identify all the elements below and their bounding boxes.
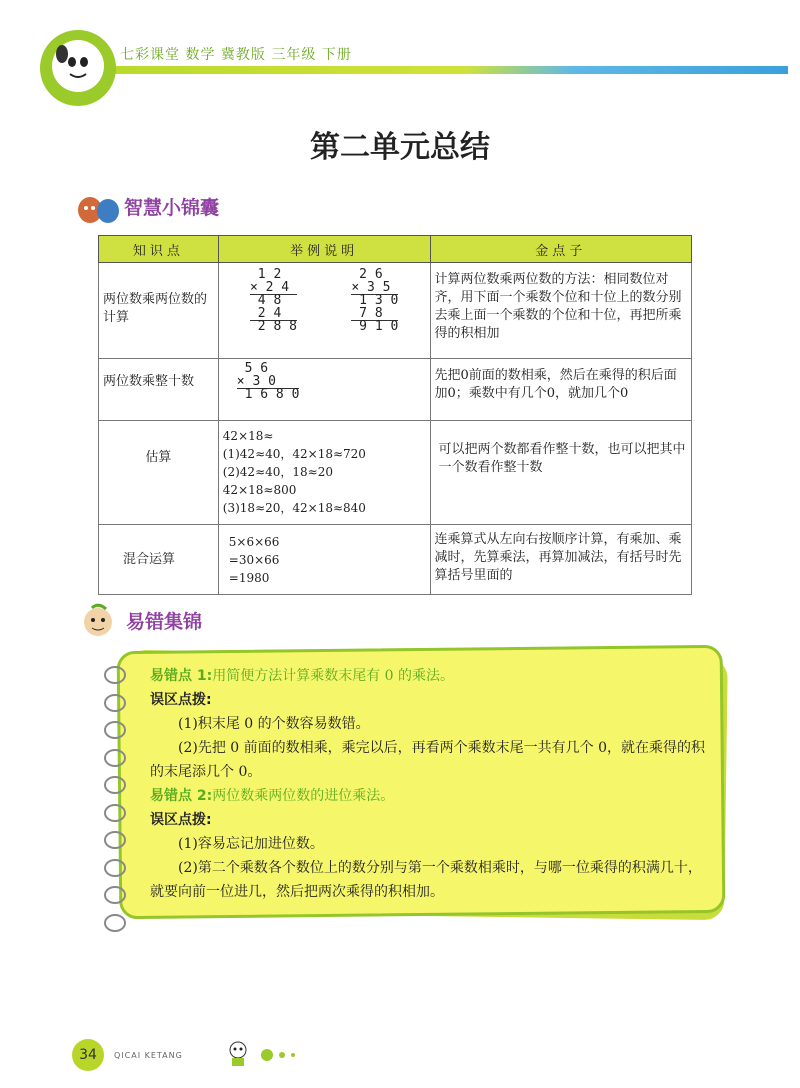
topic-cell: 混合运算 [99, 525, 219, 595]
section-header-tips [76, 186, 219, 226]
page-number: 34 [72, 1039, 104, 1071]
header-color-bar [70, 66, 788, 74]
section-label: 易错集锦 [126, 610, 203, 633]
topic-cell: 两位数乘整十数 [99, 359, 219, 421]
topic-cell: 估算 [99, 421, 219, 525]
tip-cell: 可以把两个数都看作整十数，也可以把其中一个数看作整十数 [430, 421, 691, 525]
header-title: 七彩课堂 数学 冀教版 三年级 下册 [120, 47, 352, 63]
footer-brand: QICAI KETANG [114, 1050, 183, 1060]
column-header: 金点子 [430, 236, 691, 263]
column-header: 举例说明 [218, 236, 430, 263]
tip-cell: 先把0前面的数相乘，然后在乘得的积后面加0；乘数中有几个0，就加几个0 [430, 359, 691, 421]
analysis-item: (1)容易忘记加进位数。 [178, 836, 324, 852]
example-cell: 5×6×66 =30×66 =1980 [218, 525, 430, 595]
table-row [99, 263, 692, 359]
section-label: 智慧小锦囊 [124, 196, 220, 219]
analysis-item: (1)积末尾 0 的个数容易数错。 [178, 716, 370, 732]
multiplication-example: 2 6 × 3 5 1 3 0 7 8 9 1 0 [351, 267, 399, 334]
section-header-errors [78, 600, 202, 640]
example-cell [218, 359, 430, 421]
table-row [99, 421, 692, 525]
column-header: 知识点 [99, 236, 219, 263]
analysis-item: (2)第二个乘数各个数位上的数分别与第一个乘数相乘时，与哪一位乘得的积满几十，就要向前一位进几，然后把两次乘得的积相加。 [150, 860, 702, 900]
table-row [99, 359, 692, 421]
footer-dots [261, 1049, 301, 1061]
error-notes [150, 664, 710, 904]
money-bag-icon [76, 186, 122, 226]
example-cell [218, 263, 430, 359]
error-point-2: 易错点 2:两位数乘两位数的进位乘法。 [150, 788, 395, 804]
table-header-row [99, 236, 692, 263]
knowledge-table [98, 235, 692, 595]
multiplication-example: 5 6 × 3 0 1 6 8 0 [236, 361, 300, 402]
analysis-item: (2)先把 0 前面的数相乘，乘完以后，再看两个乘数末尾一共有几个 0，就在乘得的积的末尾添几个 0。 [150, 740, 705, 780]
analysis-label: 误区点拨: [150, 692, 212, 708]
mascot-icon [223, 1038, 253, 1072]
example-cell: 42×18≈ (1)42≈40，42×18≈720 (2)42≈40，18≈20 42×18≈800 (3)18≈20，42×18≈840 [218, 421, 430, 525]
tip-cell: 计算两位数乘两位数的方法：相同数位对齐，用下面一个乘数个位和十位上的数分别去乘上面一个乘数的个位和十位，再把所乘得的积相加 [430, 263, 691, 359]
page-footer [72, 1038, 301, 1072]
page-title: 第二单元总结 [310, 130, 490, 165]
table-row [99, 525, 692, 595]
topic-cell: 两位数乘两位数的计算 [99, 263, 219, 359]
character-icon [78, 600, 124, 640]
error-point-1: 易错点 1:用简便方法计算乘数末尾有 0 的乘法。 [150, 668, 455, 684]
mascot-face-icon [52, 40, 104, 92]
multiplication-example: 1 2 × 2 4 4 8 2 4 2 8 8 [249, 267, 297, 334]
tip-cell: 连乘算式从左向右按顺序计算，有乘加、乘减时，先算乘法，再算加减法，有括号时先算括号里面的 [430, 525, 691, 595]
analysis-label: 误区点拨: [150, 812, 212, 828]
page-header [0, 0, 800, 100]
spiral-binding [104, 666, 134, 906]
